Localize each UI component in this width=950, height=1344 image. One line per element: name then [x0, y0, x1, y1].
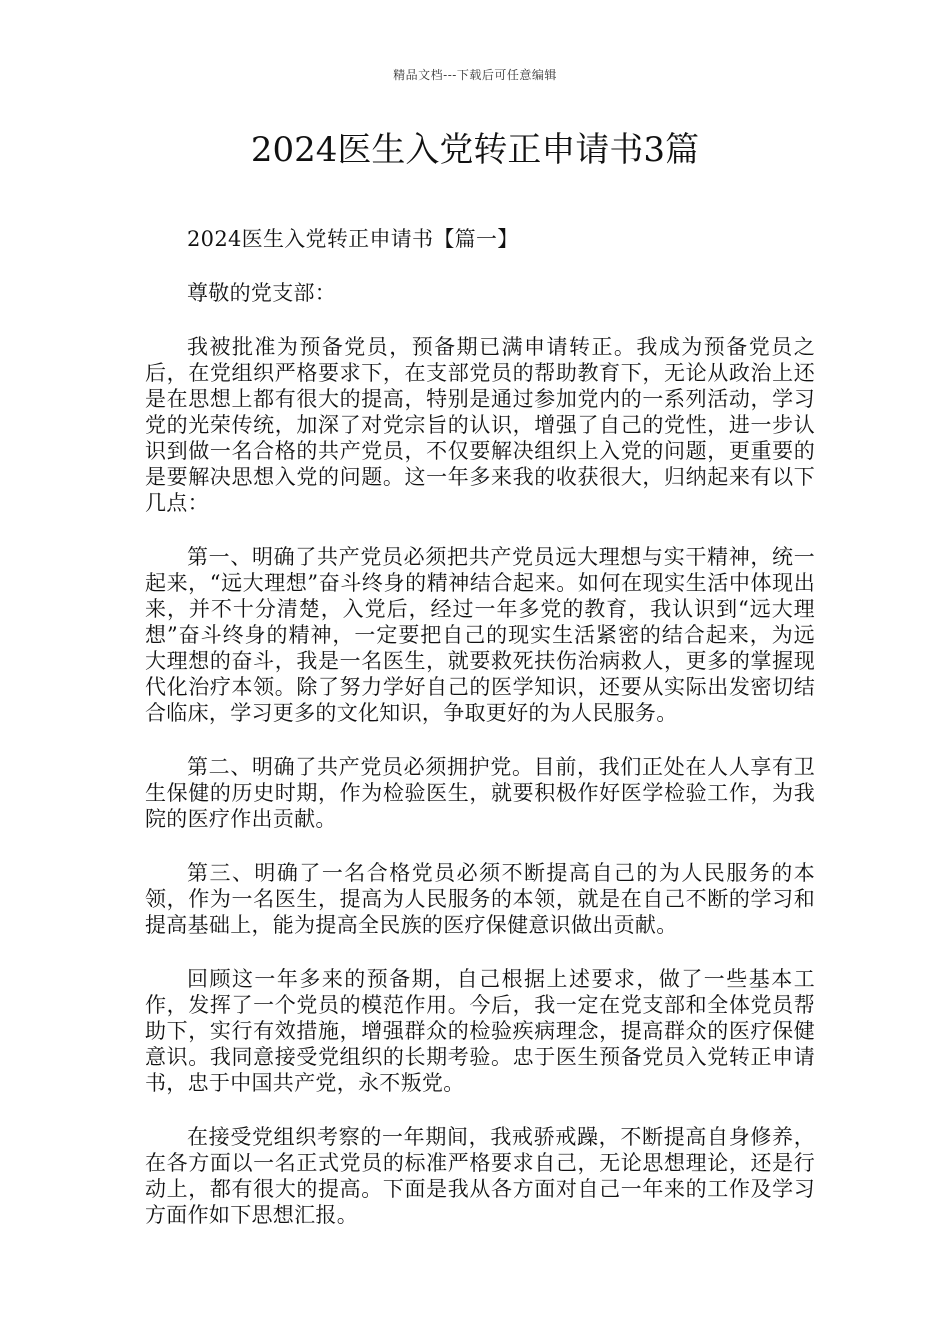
- document-title: 2024医生入党转正申请书3篇: [250, 130, 700, 170]
- paragraph-review: 回顾这一年多来的预备期，自己根据上述要求，做了一些基本工作，发挥了一个党员的模范作用。今后，我一定在党支部和全体党员帮助下，实行有效措施，增强群众的检验疾病理念，提高群众的医疗保健意识。我同意接受党组织的长期考验。忠于医生预备党员入党转正申请书，忠于中国共产党，永不叛党。: [145, 967, 815, 1095]
- header-note: 精品文档---下载后可任意编辑: [393, 68, 557, 82]
- paragraph-summary: 在接受党组织考察的一年期间，我戒骄戒躁，不断提高自身修养，在各方面以一名正式党员的标准严格要求自己，无论思想理论，还是行动上，都有很大的提高。下面是我从各方面对自己一年来的工作及学习方面作如下思想汇报。: [145, 1125, 815, 1227]
- paragraph-point-three: 第三、明确了一名合格党员必须不断提高自己的为人民服务的本领，作为一名医生，提高为人民服务的本领，就是在自己不断的学习和提高基础上，能为提高全民族的医疗保健意识做出贡献。: [145, 861, 815, 937]
- salutation: 尊敬的党支部：: [187, 281, 337, 305]
- paragraph-point-two: 第二、明确了共产党员必须拥护党。目前，我们正处在人人享有卫生保健的历史时期，作为检验医生，就要积极作好医学检验工作，为我院的医疗作出贡献。: [145, 755, 815, 831]
- section-heading: 2024医生入党转正申请书【篇一】: [187, 227, 519, 251]
- document-body: [145, 226, 815, 1228]
- paragraph-intro: 我被批准为预备党员，预备期已满申请转正。我成为预备党员之后，在党组织严格要求下，在支部党员的帮助教育下，无论从政治上还是在思想上都有很大的提高，特别是通过参加党内的一系列活动，学习党的光荣传统，加深了对党宗旨的认识，增强了自己的党性，进一步认识到做一名合格的共产党员，不仅要解决组织上入党的问题，更重要的是要解决思想入党的问题。这一年多来我的收获很大，归纳起来有以下几点：: [145, 335, 815, 515]
- paragraph-point-one: 第一、明确了共产党员必须把共产党员远大理想与实干精神，统一起来，“远大理想”奋斗终身的精神结合起来。如何在现实生活中体现出来，并不十分清楚，入党后，经过一年多党的教育，我认识到“远大理想”奋斗终身的精神，一定要把自己的现实生活紧密的结合起来，为远大理想的奋斗，我是一名医生，就要救死扶伤治病救人，更多的掌握现代化治疗本领。除了努力学好自己的医学知识，还要从实际出发密切结合临床，学习更多的文化知识，争取更好的为人民服务。: [145, 545, 815, 725]
